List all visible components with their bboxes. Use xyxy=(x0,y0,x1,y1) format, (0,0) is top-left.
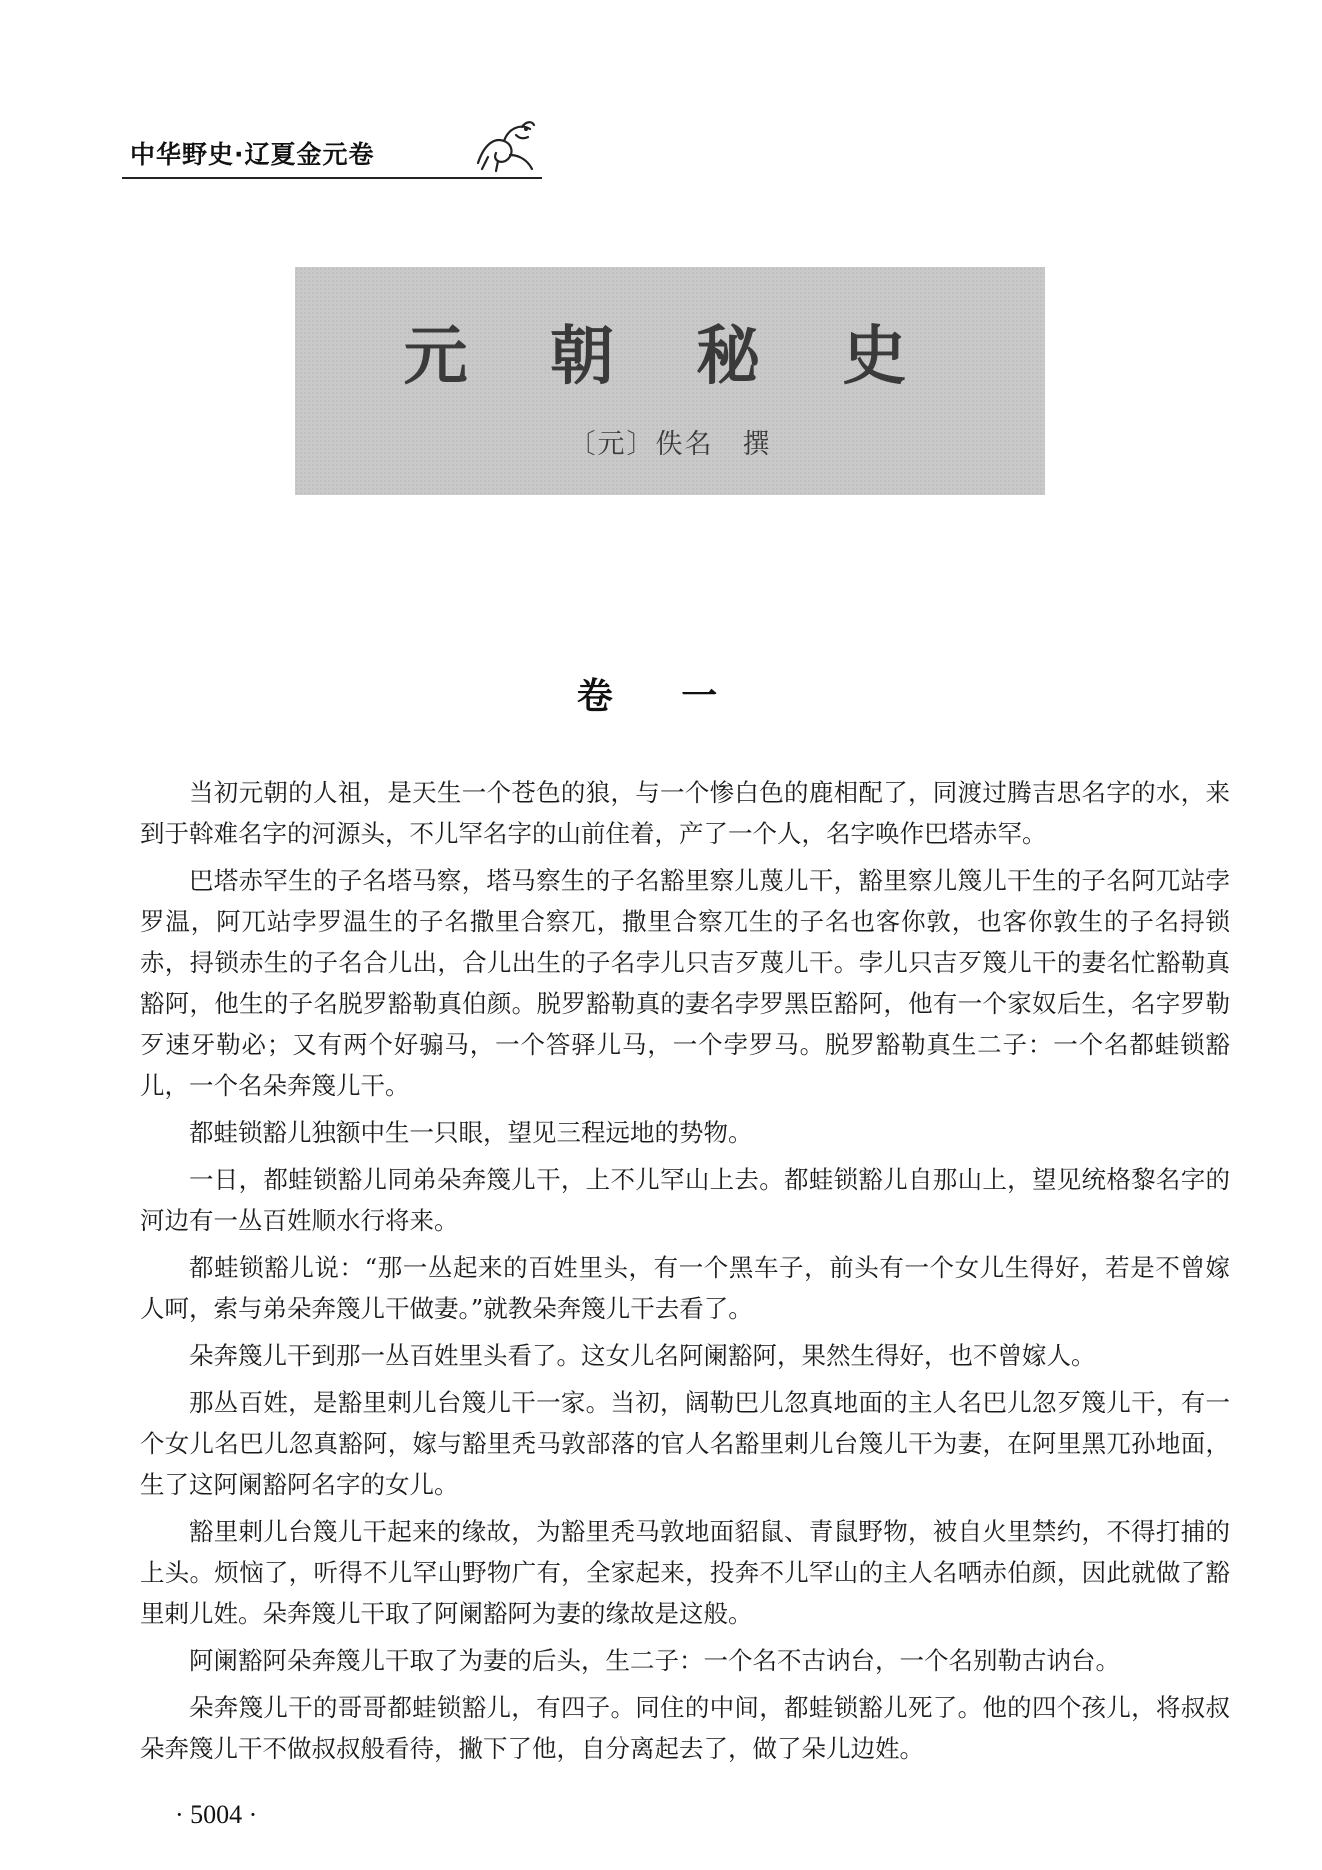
paragraph: 当初元朝的人祖，是天生一个苍色的狼，与一个惨白色的鹿相配了，同渡过腾吉思名字的水，来到于斡难名字的河源头，不儿罕名字的山前住着，产了一个人，名字唤作巴塔赤罕。 xyxy=(140,778,1230,848)
paragraph: 朵奔篾儿干的哥哥都蛙锁豁儿，有四子。同住的中间，都蛙锁豁儿死了。他的四个孩儿，将叔叔朵奔篾儿干不做叔叔般看待，撇下了他，自分离起去了，做了朵儿边姓。 xyxy=(140,1693,1230,1763)
paragraph: 豁里剌儿台篾儿干起来的缘故，为豁里秃马敦地面貂鼠、青鼠野物，被自火里禁约，不得打捕的上头。烦恼了，听得不儿罕山野物广有，全家起来，投奔不儿罕山的主人名哂赤伯颜，因此就做了豁里剌儿姓。朵奔篾儿干取了阿阑豁阿为妻的缘故是这般。 xyxy=(140,1517,1230,1628)
book-title: 元 朝 秘 史 xyxy=(403,319,937,394)
paragraph: 阿阑豁阿朵奔篾儿干取了为妻的后头，生二子：一个名不古讷台，一个名别勒古讷台。 xyxy=(189,1646,1120,1675)
body-text xyxy=(140,772,1230,1775)
paragraph: 那丛百姓，是豁里剌儿台篾儿干一家。当初，阔勒巴儿忽真地面的主人名巴儿忽歹篾儿干，有一个女儿名巴儿忽真豁阿，嫁与豁里秃马敦部落的官人名豁里剌儿台篾儿干为妻，在阿里黑兀孙地面，生了这阿阑豁阿名字的女儿。 xyxy=(140,1388,1230,1499)
page-number: · 5004 · xyxy=(175,1800,258,1829)
paragraph: 一日，都蛙锁豁儿同弟朵奔篾儿干，上不儿罕山上去。都蛙锁豁儿自那山上，望见统格黎名字的河边有一丛百姓顺水行将来。 xyxy=(140,1165,1230,1235)
header-divider xyxy=(122,177,542,179)
dragon-emblem-icon xyxy=(470,115,540,175)
chapter-title: 卷 一 xyxy=(576,676,746,717)
paragraph: 都蛙锁豁儿独额中生一只眼，望见三程远地的势物。 xyxy=(189,1118,753,1147)
paragraph: 朵奔篾儿干到那一丛百姓里头看了。这女儿名阿阑豁阿，果然生得好，也不曾嫁人。 xyxy=(189,1341,1096,1370)
title-banner xyxy=(295,267,1045,495)
paragraph: 巴塔赤罕生的子名塔马察，塔马察生的子名豁里察儿蔑儿干，豁里察儿篾儿干生的子名阿兀站孛罗温，阿兀站孛罗温生的子名撒里合察兀，撒里合察兀生的子名也客你敦，也客你敦生的子名挦锁赤，挦锁赤生的子名合儿出，合儿出生的子名孛儿只吉歹蔑儿干。孛儿只吉歹篾儿干的妻名忙豁勒真豁阿，他生的子名脱罗豁勒真伯颜。脱罗豁勒真的妻名孛罗黑臣豁阿，他有一个家奴后生，名字罗勒歹速牙勒必；又有两个好骟马，一个答驿儿马，一个孛罗马。脱罗豁勒真生二子：一个名都蛙锁豁儿，一个名朵奔篾儿干。 xyxy=(140,866,1230,1100)
running-header-title: 中华野史·辽夏金元卷 xyxy=(130,140,375,169)
book-author: 〔元〕佚名 撰 xyxy=(568,429,772,460)
paragraph: 都蛙锁豁儿说：“那一丛起来的百姓里头，有一个黑车子，前头有一个女儿生得好，若是不曾嫁人呵，索与弟朵奔篾儿干做妻。”就教朵奔篾儿干去看了。 xyxy=(140,1253,1230,1323)
